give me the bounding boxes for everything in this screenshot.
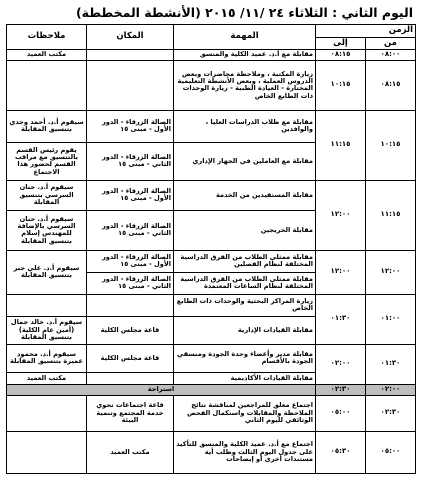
cell-break-label: استراحة bbox=[7, 384, 316, 395]
cell-from: ٠١:٣٠ bbox=[366, 344, 416, 384]
cell-to: ١١:١٥ bbox=[316, 110, 366, 180]
cell-task: مقابلة المستفيدين من الخدمة bbox=[174, 180, 316, 210]
cell-from: ٠٨:٠٠ bbox=[366, 50, 416, 61]
cell-to: ٠٢:٣٠ bbox=[316, 384, 366, 395]
cell-notes: يقوم رئيس القسم بالتنسيق مع مراقب القسم لحضور هذا الاجتماع bbox=[7, 142, 87, 180]
cell-notes: سيقوم أ.د. حنان السرسي بتنسيق المقابلة bbox=[7, 180, 87, 210]
table-row-break bbox=[7, 384, 416, 395]
cell-task: مقابلة مدير وأعضاء وحدة الجودة ومنسقي الجودة بالأقسام bbox=[174, 344, 316, 372]
cell-place: قاعة مجلس الكلية bbox=[87, 316, 174, 344]
cell-task: مقابلة مع أ.د. عميد الكلية والمنسق bbox=[174, 50, 316, 61]
table-row bbox=[7, 431, 416, 473]
cell-notes: سيقوم أ.د. خالد جمال (أمين عام الكلية) بتنسيق المقابلة bbox=[7, 316, 87, 344]
table-row bbox=[7, 180, 416, 210]
cell-from: ٠٨:١٥ bbox=[366, 60, 416, 110]
cell-place: الصالة الزرقاء - الدور الأول - مبنى ١٥ bbox=[87, 250, 174, 272]
cell-task: اجتماع مغلق للمراجعين لمناقشة نتائج الملاحظة والمقابلات واستكمال الفحص الوثائقي لليوم الثاني bbox=[174, 395, 316, 431]
cell-task: زيارة المراكز البحثية والوحدات ذات الطابع الخاص bbox=[174, 294, 316, 316]
cell-notes: سيقوم أ.د. علي جبر بتنسيق المقابلة bbox=[7, 250, 87, 294]
table-row bbox=[7, 395, 416, 431]
table-row bbox=[7, 344, 416, 372]
cell-notes: سيقوم أ.د. محمود عميرة بتنسيق المقابلة bbox=[7, 344, 87, 372]
header-task: المهمة bbox=[174, 25, 316, 50]
cell-task: زيارة المكتبة ، وملاحظة محاضرات وبعض الدروس العملية ، وبعض الأنشطة التعليمية المختارة - العيادة الطبية - زيارة الوحدات ذات الطابع الخاص bbox=[174, 60, 316, 110]
cell-notes: مكتب العميد bbox=[7, 372, 87, 384]
table-row bbox=[7, 110, 416, 142]
cell-task: مقابلة ممثلي الطلاب من الفرق الدراسية المختلفة لنظام الساعات المعتمدة bbox=[174, 272, 316, 294]
cell-place: الصالة الزرقاء - الدور الثاني - مبنى ١٥ bbox=[87, 210, 174, 250]
cell-notes bbox=[7, 395, 87, 431]
cell-to: ١٢:٠٠ bbox=[316, 250, 366, 294]
cell-place: الصالة الزرقاء - الدور الأول - مبنى ١٥ bbox=[87, 110, 174, 142]
cell-place: الصالة الزرقاء - الدور الأول - مبنى ١٥ bbox=[87, 180, 174, 210]
cell-task: مقابلة مع العاملين في الجهاز الإداري bbox=[174, 142, 316, 180]
cell-to: ٠٢:٠٠ bbox=[316, 344, 366, 384]
schedule-table bbox=[6, 24, 416, 474]
cell-place: مكتب العميد bbox=[87, 431, 174, 473]
cell-task: مقابلة الخريجين bbox=[174, 210, 316, 250]
cell-from: ٠٢:٠٠ bbox=[366, 384, 416, 395]
cell-from: ٠١:٠٠ bbox=[366, 294, 416, 344]
cell-task: مقابلة ممثلي الطلاب من الفرق الدراسية المختلفة لنظام الفصلين bbox=[174, 250, 316, 272]
cell-notes bbox=[7, 294, 87, 316]
cell-notes: سيقوم أ.د. حنان السرسي بالإضافة للمهندس إسلام بتنسيق المقابلة bbox=[7, 210, 87, 250]
cell-place bbox=[87, 50, 174, 61]
header-place: المكان bbox=[87, 25, 174, 50]
cell-place bbox=[87, 294, 174, 316]
header-notes: ملاحظات bbox=[7, 25, 87, 50]
header-from: من bbox=[366, 37, 416, 50]
cell-task: مقابلة القيادات الإدارية bbox=[174, 316, 316, 344]
cell-place: قاعة اجتماعات تحوي خدمة المجتمع وتنمية البيئة bbox=[87, 395, 174, 431]
cell-place: الصالة الزرقاء - الدور الثاني - مبنى ١٥ bbox=[87, 142, 174, 180]
cell-place bbox=[87, 60, 174, 110]
header-time: الزمن bbox=[316, 25, 416, 38]
table-row bbox=[7, 294, 416, 316]
cell-notes: مكتب العميد bbox=[7, 50, 87, 61]
cell-to: ١٢:٠٠ bbox=[316, 180, 366, 250]
cell-task: مقابلة القيادات الأكاديمية bbox=[174, 372, 316, 384]
table-row bbox=[7, 250, 416, 272]
cell-from: ١٢:٠٠ bbox=[366, 250, 416, 294]
cell-to: ٠٥:٠٠ bbox=[316, 395, 366, 431]
header-to: إلى bbox=[316, 37, 366, 50]
cell-from: ٠٥:٠٠ bbox=[366, 431, 416, 473]
cell-notes bbox=[7, 431, 87, 473]
cell-from: ١١:١٥ bbox=[366, 180, 416, 250]
cell-to: ٠١:٣٠ bbox=[316, 294, 366, 344]
table-row bbox=[7, 50, 416, 61]
cell-place: الصالة الزرقاء - الدور الثاني - مبنى ١٥ bbox=[87, 272, 174, 294]
cell-to: ١٠:١٥ bbox=[316, 60, 366, 110]
cell-to: ٠٥:٣٠ bbox=[316, 431, 366, 473]
cell-task: مقابلة مع طلاب الدراسات العليا ، والوافدين bbox=[174, 110, 316, 142]
cell-from: ١٠:١٥ bbox=[366, 110, 416, 180]
table-row bbox=[7, 60, 416, 110]
page-title: اليوم الثاني : الثلاثاء ٢٤ /١١/ ٢٠١٥ (الأنشطة المخططة) bbox=[75, 5, 413, 20]
cell-task: اجتماع مع أ.د. عميد الكلية والمنسق للتأكيد على جدول اليوم الثالث وطلب أية مستندات أخرى أو إيضاحات bbox=[174, 431, 316, 473]
cell-place: قاعة مجلس الكلية bbox=[87, 344, 174, 372]
cell-from: ٠٢:٣٠ bbox=[366, 395, 416, 431]
cell-notes: سيقوم أ.د. أحمد وجدي بتنسيق المقابلة bbox=[7, 110, 87, 142]
cell-place bbox=[87, 372, 174, 384]
cell-to: ٠٨:١٥ bbox=[316, 50, 366, 61]
cell-notes bbox=[7, 60, 87, 110]
